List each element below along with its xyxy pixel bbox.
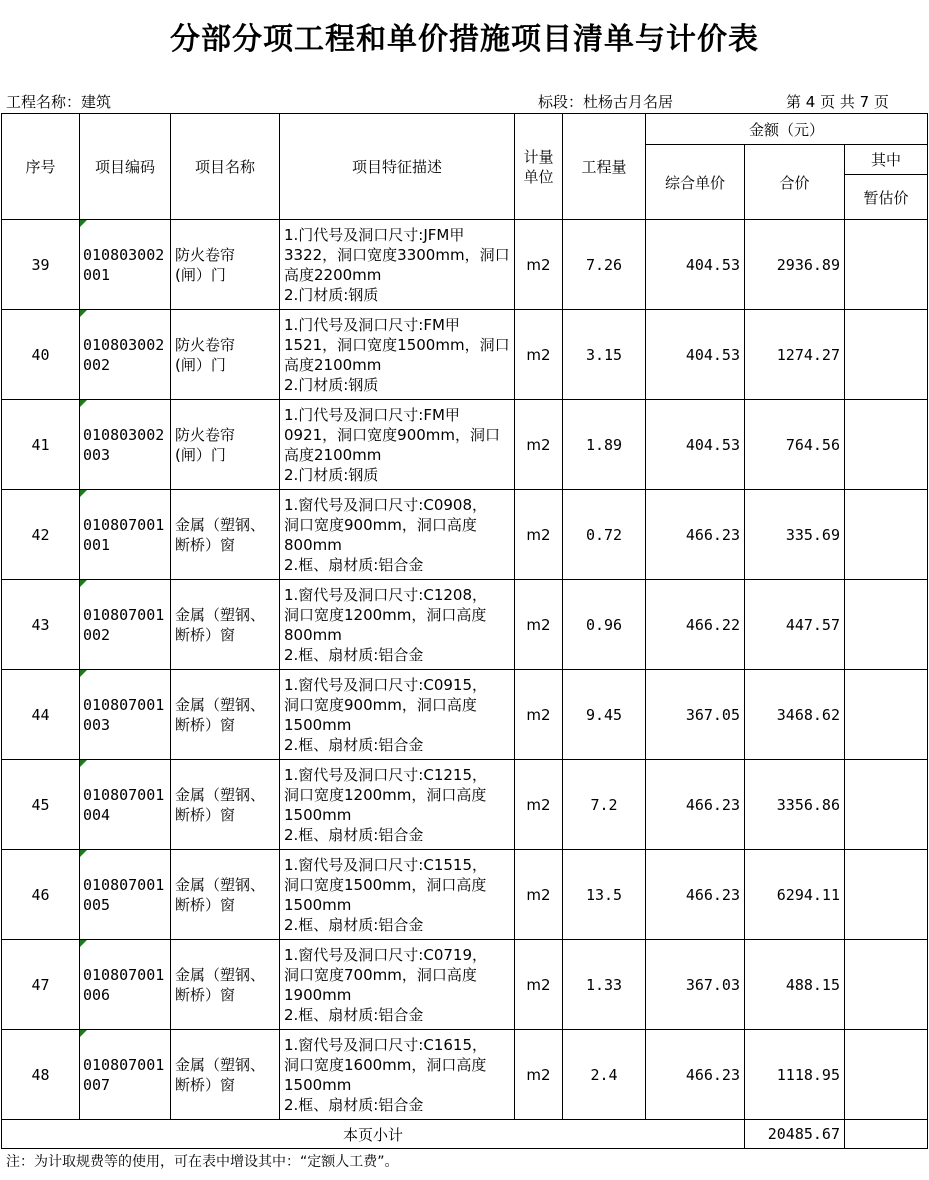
header-total: 合价: [745, 145, 845, 220]
cell-marker-icon: [80, 490, 87, 497]
row-desc-line: 1.窗代号及洞口尺寸:C1215，: [284, 765, 488, 784]
row-name-line: 金属（塑钢、: [175, 695, 266, 714]
row-code: [80, 670, 171, 760]
row-desc-line: 1.窗代号及洞口尺寸:C1515，: [284, 855, 488, 874]
row-code-line: 006: [83, 985, 111, 1004]
table-row: [2, 670, 928, 760]
row-desc-line: 1.窗代号及洞口尺寸:C0908，: [284, 495, 488, 514]
row-name-line: 金属（塑钢、: [175, 1055, 266, 1074]
row-name-line: (闸）门: [175, 445, 226, 464]
row-code-line: 007: [83, 1075, 111, 1094]
row-desc-line: 800mm: [284, 535, 342, 554]
table-row: [2, 310, 928, 400]
row-code-line: 010807001: [83, 875, 165, 894]
row-code-line: 001: [83, 265, 111, 284]
row-name-line: 金属（塑钢、: [175, 785, 266, 804]
row-desc-line: 800mm: [284, 625, 342, 644]
row-desc: [280, 400, 515, 490]
header-amount: 金额（元）: [646, 114, 928, 145]
row-qty: 7.26: [563, 220, 646, 310]
row-name-line: (闸）门: [175, 355, 226, 374]
header-unit-text: 计量单位: [523, 147, 554, 186]
row-name-line: 断桥）窗: [175, 1075, 236, 1094]
row-unit-price: 466.23: [646, 490, 745, 580]
row-desc-line: 2.框、扇材质:铝合金: [284, 1095, 424, 1114]
row-desc-line: 3322，洞口宽度3300mm，洞口: [284, 245, 510, 264]
row-provisional: [845, 400, 928, 490]
row-seq: 41: [2, 400, 80, 490]
row-seq: 39: [2, 220, 80, 310]
row-unit-price: 466.23: [646, 850, 745, 940]
row-total: 488.15: [745, 940, 845, 1030]
row-qty: 0.72: [563, 490, 646, 580]
row-code: [80, 490, 171, 580]
row-unit: m2: [515, 1030, 563, 1120]
row-provisional: [845, 850, 928, 940]
row-unit: m2: [515, 850, 563, 940]
row-name: [171, 760, 280, 850]
header-code: 项目编码: [80, 114, 171, 220]
row-desc-line: 2.门材质:钢质: [284, 375, 379, 394]
row-code-line: 001: [83, 535, 111, 554]
row-unit-price: 367.05: [646, 670, 745, 760]
row-name: [171, 220, 280, 310]
row-name-line: (闸）门: [175, 265, 226, 284]
row-qty: 3.15: [563, 310, 646, 400]
row-unit-price: 466.23: [646, 760, 745, 850]
row-desc-line: 1500mm: [284, 715, 352, 734]
row-code-line: 010807001: [83, 515, 165, 534]
row-desc-line: 1900mm: [284, 985, 352, 1004]
row-qty: 0.96: [563, 580, 646, 670]
row-desc-line: 2.门材质:钢质: [284, 285, 379, 304]
table-row: [2, 220, 928, 310]
row-desc-line: 洞口宽度1200mm，洞口高度: [284, 605, 487, 624]
row-desc: [280, 1030, 515, 1120]
row-desc: [280, 220, 515, 310]
row-unit: m2: [515, 670, 563, 760]
row-desc-line: 2.框、扇材质:铝合金: [284, 645, 424, 664]
row-provisional: [845, 580, 928, 670]
section-label: 标段：杜杨古月名居: [538, 93, 674, 111]
row-seq: 44: [2, 670, 80, 760]
row-desc-line: 1.门代号及洞口尺寸:FM甲: [284, 405, 460, 424]
row-code-line: 010803002: [83, 335, 165, 354]
row-provisional: [845, 1030, 928, 1120]
row-seq: 42: [2, 490, 80, 580]
row-total: 1274.27: [745, 310, 845, 400]
row-code-line: 002: [83, 625, 111, 644]
row-name-line: 防火卷帘: [175, 245, 236, 264]
row-name: [171, 940, 280, 1030]
row-desc-line: 1500mm: [284, 895, 352, 914]
row-desc-line: 1.窗代号及洞口尺寸:C1208，: [284, 585, 488, 604]
project-name: 工程名称：建筑: [6, 93, 112, 111]
row-code-line: 004: [83, 805, 111, 824]
header-qty: 工程量: [563, 114, 646, 220]
row-seq: 47: [2, 940, 80, 1030]
row-unit: m2: [515, 310, 563, 400]
row-seq: 48: [2, 1030, 80, 1120]
row-name-line: 金属（塑钢、: [175, 605, 266, 624]
row-qty: 1.89: [563, 400, 646, 490]
row-unit: m2: [515, 220, 563, 310]
row-code-line: 005: [83, 895, 111, 914]
row-desc: [280, 940, 515, 1030]
row-unit-price: 466.22: [646, 580, 745, 670]
header-name: 项目名称: [171, 114, 280, 220]
row-name-line: 防火卷帘: [175, 335, 236, 354]
row-name-line: 金属（塑钢、: [175, 875, 266, 894]
cell-marker-icon: [80, 1030, 87, 1037]
row-total: 3468.62: [745, 670, 845, 760]
row-name: [171, 400, 280, 490]
table-row: [2, 580, 928, 670]
table-row: [2, 400, 928, 490]
row-unit-price: 404.53: [646, 400, 745, 490]
row-name: [171, 1030, 280, 1120]
row-provisional: [845, 760, 928, 850]
table-body: [2, 220, 928, 1120]
row-provisional: [845, 220, 928, 310]
row-code-line: 010807001: [83, 695, 165, 714]
row-desc-line: 高度2200mm: [284, 265, 382, 284]
row-qty: 1.33: [563, 940, 646, 1030]
row-desc-line: 1.窗代号及洞口尺寸:C1615，: [284, 1035, 488, 1054]
row-total: 3356.86: [745, 760, 845, 850]
row-unit-price: 367.03: [646, 940, 745, 1030]
row-name: [171, 850, 280, 940]
row-code-line: 010807001: [83, 785, 165, 804]
row-name-line: 断桥）窗: [175, 895, 236, 914]
row-provisional: [845, 940, 928, 1030]
row-qty: 13.5: [563, 850, 646, 940]
row-seq: 40: [2, 310, 80, 400]
row-code-line: 010803002: [83, 425, 165, 444]
row-name-line: 断桥）窗: [175, 535, 236, 554]
row-unit: m2: [515, 400, 563, 490]
row-desc: [280, 760, 515, 850]
row-total: 1118.95: [745, 1030, 845, 1120]
page-title: 分部分项工程和单价措施项目清单与计价表: [170, 22, 759, 57]
row-unit: m2: [515, 490, 563, 580]
row-desc-line: 洞口宽度900mm，洞口高度: [284, 515, 477, 534]
row-name-line: 断桥）窗: [175, 985, 236, 1004]
row-desc-line: 洞口宽度700mm，洞口高度: [284, 965, 477, 984]
row-name-line: 断桥）窗: [175, 805, 236, 824]
row-desc-line: 1.窗代号及洞口尺寸:C0915，: [284, 675, 488, 694]
row-desc-line: 2.框、扇材质:铝合金: [284, 825, 424, 844]
row-code-line: 002: [83, 355, 111, 374]
row-desc-line: 1.窗代号及洞口尺寸:C0719，: [284, 945, 488, 964]
header-of-which: 其中: [845, 145, 928, 175]
subtotal-label: 本页小计: [2, 1120, 745, 1149]
row-name-line: 金属（塑钢、: [175, 515, 266, 534]
row-code-line: 010807001: [83, 605, 165, 624]
row-name-line: 金属（塑钢、: [175, 965, 266, 984]
header-unit: [515, 114, 563, 220]
row-desc-line: 1500mm: [284, 1075, 352, 1094]
row-code-line: 003: [83, 715, 111, 734]
row-code-line: 010807001: [83, 965, 165, 984]
row-code-line: 003: [83, 445, 111, 464]
row-name: [171, 490, 280, 580]
header-provisional: 暂估价: [845, 175, 928, 220]
row-unit: m2: [515, 760, 563, 850]
table-row: [2, 940, 928, 1030]
row-desc-line: 高度2100mm: [284, 445, 382, 464]
row-provisional: [845, 310, 928, 400]
row-code-line: 010803002: [83, 245, 165, 264]
row-unit: m2: [515, 580, 563, 670]
row-code: [80, 400, 171, 490]
row-desc-line: 洞口宽度1600mm，洞口高度: [284, 1055, 487, 1074]
row-desc-line: 洞口宽度1500mm，洞口高度: [284, 875, 487, 894]
row-code: [80, 580, 171, 670]
cell-marker-icon: [80, 850, 87, 857]
row-code-line: 010807001: [83, 1055, 165, 1074]
row-provisional: [845, 670, 928, 760]
row-desc-line: 高度2100mm: [284, 355, 382, 374]
row-desc-line: 0921，洞口宽度900mm，洞口: [284, 425, 501, 444]
row-unit-price: 404.53: [646, 220, 745, 310]
row-desc-line: 洞口宽度1200mm，洞口高度: [284, 785, 487, 804]
cell-marker-icon: [80, 940, 87, 947]
table-row: [2, 1030, 928, 1120]
row-name-line: 断桥）窗: [175, 715, 236, 734]
row-code: [80, 1030, 171, 1120]
cell-marker-icon: [80, 760, 87, 767]
row-desc-line: 2.门材质:钢质: [284, 465, 379, 484]
row-desc-line: 洞口宽度900mm，洞口高度: [284, 695, 477, 714]
row-desc-line: 2.框、扇材质:铝合金: [284, 915, 424, 934]
row-name-line: 防火卷帘: [175, 425, 236, 444]
cell-marker-icon: [80, 310, 87, 317]
row-name: [171, 310, 280, 400]
row-code: [80, 220, 171, 310]
row-name-line: 断桥）窗: [175, 625, 236, 644]
row-desc: [280, 310, 515, 400]
row-desc: [280, 850, 515, 940]
header-seq: 序号: [2, 114, 80, 220]
row-seq: 46: [2, 850, 80, 940]
cell-marker-icon: [80, 670, 87, 677]
row-total: 2936.89: [745, 220, 845, 310]
row-desc: [280, 490, 515, 580]
row-qty: 9.45: [563, 670, 646, 760]
row-total: 335.69: [745, 490, 845, 580]
row-code: [80, 310, 171, 400]
row-name: [171, 580, 280, 670]
row-code: [80, 760, 171, 850]
row-name: [171, 670, 280, 760]
row-total: 447.57: [745, 580, 845, 670]
row-desc-line: 1500mm: [284, 805, 352, 824]
header-unit-price: 综合单价: [646, 145, 745, 220]
row-code: [80, 940, 171, 1030]
row-desc: [280, 580, 515, 670]
row-desc-line: 1.门代号及洞口尺寸:FM甲: [284, 315, 460, 334]
row-total: 6294.11: [745, 850, 845, 940]
row-desc-line: 2.框、扇材质:铝合金: [284, 555, 424, 574]
cell-marker-icon: [80, 220, 87, 227]
row-seq: 45: [2, 760, 80, 850]
cell-marker-icon: [80, 580, 87, 587]
row-desc-line: 1521，洞口宽度1500mm，洞口: [284, 335, 510, 354]
subtotal-total: 20485.67: [745, 1120, 845, 1149]
table-row: [2, 760, 928, 850]
table-row: [2, 850, 928, 940]
row-qty: 2.4: [563, 1030, 646, 1120]
table-row: [2, 490, 928, 580]
row-unit-price: 404.53: [646, 310, 745, 400]
row-qty: 7.2: [563, 760, 646, 850]
row-total: 764.56: [745, 400, 845, 490]
row-code: [80, 850, 171, 940]
row-provisional: [845, 490, 928, 580]
row-seq: 43: [2, 580, 80, 670]
row-desc-line: 2.框、扇材质:铝合金: [284, 735, 424, 754]
footnote: 注：为计取规费等的使用，可在表中增设其中：“定额人工费”。: [6, 1154, 399, 1170]
header-desc: 项目特征描述: [280, 114, 515, 220]
row-desc: [280, 670, 515, 760]
row-desc-line: 1.门代号及洞口尺寸:JFM甲: [284, 225, 465, 244]
cell-marker-icon: [80, 400, 87, 407]
pricing-table: [1, 113, 928, 1149]
page-info: 第 4 页 共 7 页: [786, 93, 889, 111]
row-unit-price: 466.23: [646, 1030, 745, 1120]
row-unit: m2: [515, 940, 563, 1030]
row-desc-line: 2.框、扇材质:铝合金: [284, 1005, 424, 1024]
subtotal-provisional: [845, 1120, 928, 1149]
